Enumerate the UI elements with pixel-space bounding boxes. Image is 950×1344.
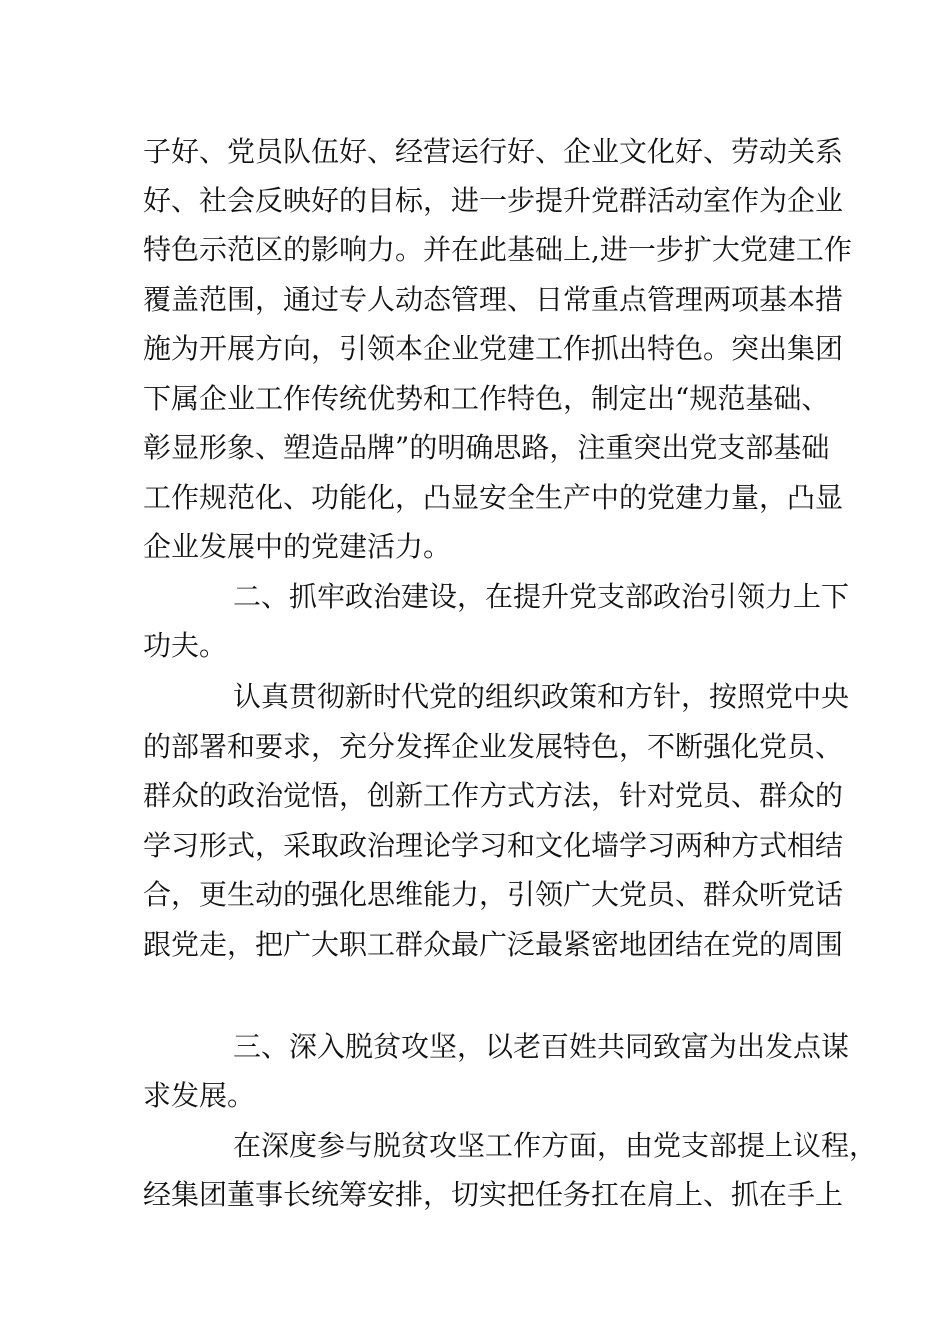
section-heading-2-cont: 功夫。 bbox=[143, 629, 228, 662]
body-text-line: 的部署和要求，充分发挥企业发展特色，不断强化党员、 bbox=[143, 730, 844, 763]
body-text-line: 经集团董事长统筹安排，切实把任务扛在肩上、抓在手上 bbox=[143, 1178, 844, 1211]
body-text-line: 群众的政治觉悟，创新工作方式方法，针对党员、群众的 bbox=[143, 779, 844, 812]
body-text-line: 合，更生动的强化思维能力，引领广大党员、群众听党话 bbox=[143, 878, 844, 911]
body-text-line: 企业发展中的党建活力。 bbox=[143, 530, 452, 563]
paragraph-start: 在深度参与脱贫攻坚工作方面，由党支部提上议程， bbox=[233, 1129, 878, 1162]
body-text-line: 特色示范区的影响力。并在此基础上,进一步扩大党建工作 bbox=[143, 233, 852, 266]
body-text-line: 子好、党员队伍好、经营运行好、企业文化好、劳动关系 bbox=[143, 135, 844, 168]
section-heading-3-cont: 求发展。 bbox=[143, 1079, 256, 1112]
body-text-line: 好、社会反映好的目标，进一步提升党群活动室作为企业 bbox=[143, 184, 844, 217]
body-text-line: 覆盖范围，通过专人动态管理、日常重点管理两项基本措 bbox=[143, 283, 844, 316]
body-text-line: 跟党走，把广大职工群众最广泛最紧密地团结在党的周围 bbox=[143, 928, 844, 961]
paragraph-start: 认真贯彻新时代党的组织政策和方针，按照党中央 bbox=[233, 680, 850, 713]
section-heading-3: 三、深入脱贫攻坚，以老百姓共同致富为出发点谋 bbox=[233, 1030, 850, 1063]
body-text-line: 施为开展方向，引领本企业党建工作抓出特色。突出集团 bbox=[143, 332, 844, 365]
body-text-line: 下属企业工作传统优势和工作特色，制定出“规范基础、 bbox=[143, 382, 830, 415]
body-text-line: 学习形式，采取政治理论学习和文化墙学习两种方式相结 bbox=[143, 829, 844, 862]
body-text-line: 彰显形象、塑造品牌”的明确思路，注重突出党支部基础 bbox=[143, 431, 830, 464]
section-heading-2: 二、抓牢政治建设，在提升党支部政治引领力上下 bbox=[233, 580, 850, 613]
body-text-line: 工作规范化、功能化，凸显安全生产中的党建力量，凸显 bbox=[143, 481, 844, 514]
